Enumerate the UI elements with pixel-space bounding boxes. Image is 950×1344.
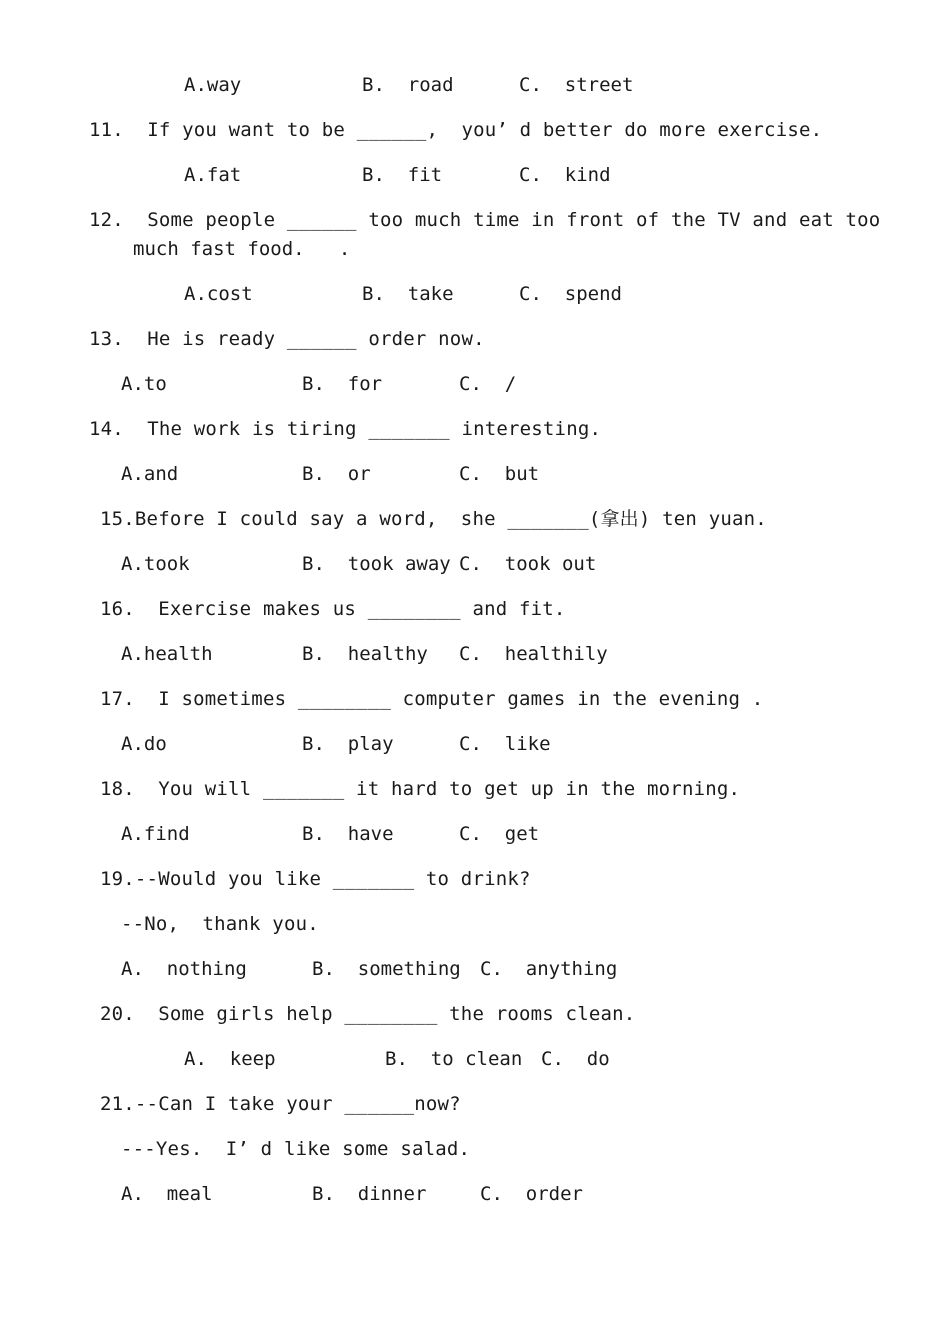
q15-option-c[interactable]: C. took out (459, 553, 597, 575)
q18-option-a[interactable]: A.find (121, 823, 190, 845)
q16-option-b[interactable]: B. healthy (302, 643, 428, 665)
q16-option-a[interactable]: A.health (121, 643, 213, 665)
q21-option-c[interactable]: C. order (480, 1183, 583, 1205)
q11-option-a[interactable]: A.fat (184, 164, 242, 186)
q15-option-b[interactable]: B. took away (302, 553, 451, 575)
q19-option-c[interactable]: C. anything (480, 958, 618, 980)
question-17-text: 17. I sometimes ________ computer games in the evening . (100, 688, 764, 710)
question-12-text-continued: much fast food. . (133, 238, 351, 260)
q20-option-b[interactable]: B. to clean (385, 1048, 523, 1070)
question-21-reply: ---Yes. I’ d like some salad. (121, 1138, 471, 1160)
q14-option-a[interactable]: A.and (121, 463, 179, 485)
question-12-text: 12. Some people ______ too much time in front of the TV and eat too (89, 209, 881, 231)
q12-option-a[interactable]: A.cost (184, 283, 253, 305)
q19-option-a[interactable]: A. nothing (121, 958, 247, 980)
q18-option-b[interactable]: B. have (302, 823, 394, 845)
q21-option-a[interactable]: A. meal (121, 1183, 213, 1205)
question-11-text: 11. If you want to be ______, you’ d better do more exercise. (89, 119, 823, 141)
q14-option-b[interactable]: B. or (302, 463, 371, 485)
q18-option-c[interactable]: C. get (459, 823, 540, 845)
question-19-reply: --No, thank you. (121, 913, 319, 935)
q14-option-c[interactable]: C. but (459, 463, 540, 485)
q10-option-a[interactable]: A.way (184, 74, 242, 96)
q10-option-b[interactable]: B. road (362, 74, 454, 96)
question-14-text: 14. The work is tiring _______ interesting. (89, 418, 602, 440)
q11-option-b[interactable]: B. fit (362, 164, 443, 186)
q16-option-c[interactable]: C. healthily (459, 643, 608, 665)
q11-option-c[interactable]: C. kind (519, 164, 611, 186)
q21-option-b[interactable]: B. dinner (312, 1183, 427, 1205)
question-19-text: 19.--Would you like _______ to drink? (100, 868, 531, 890)
q20-option-a[interactable]: A. keep (184, 1048, 276, 1070)
question-16-text: 16. Exercise makes us ________ and fit. (100, 598, 566, 620)
question-20-text: 20. Some girls help ________ the rooms clean. (100, 1003, 636, 1025)
q12-option-b[interactable]: B. take (362, 283, 454, 305)
q13-option-b[interactable]: B. for (302, 373, 383, 395)
question-13-text: 13. He is ready ______ order now. (89, 328, 485, 350)
q17-option-c[interactable]: C. like (459, 733, 551, 755)
q20-option-c[interactable]: C. do (541, 1048, 610, 1070)
q10-option-c[interactable]: C. street (519, 74, 634, 96)
q13-option-a[interactable]: A.to (121, 373, 167, 395)
question-15-text: 15.Before I could say a word, she _______(拿出) ten yuan. (100, 508, 767, 530)
question-18-text: 18. You will _______ it hard to get up in the morning. (100, 778, 741, 800)
q15-option-a[interactable]: A.took (121, 553, 190, 575)
q17-option-b[interactable]: B. play (302, 733, 394, 755)
q17-option-a[interactable]: A.do (121, 733, 167, 755)
q12-option-c[interactable]: C. spend (519, 283, 622, 305)
question-21-text: 21.--Can I take your ______now? (100, 1093, 461, 1115)
q13-option-c[interactable]: C. / (459, 373, 517, 395)
q19-option-b[interactable]: B. something (312, 958, 461, 980)
